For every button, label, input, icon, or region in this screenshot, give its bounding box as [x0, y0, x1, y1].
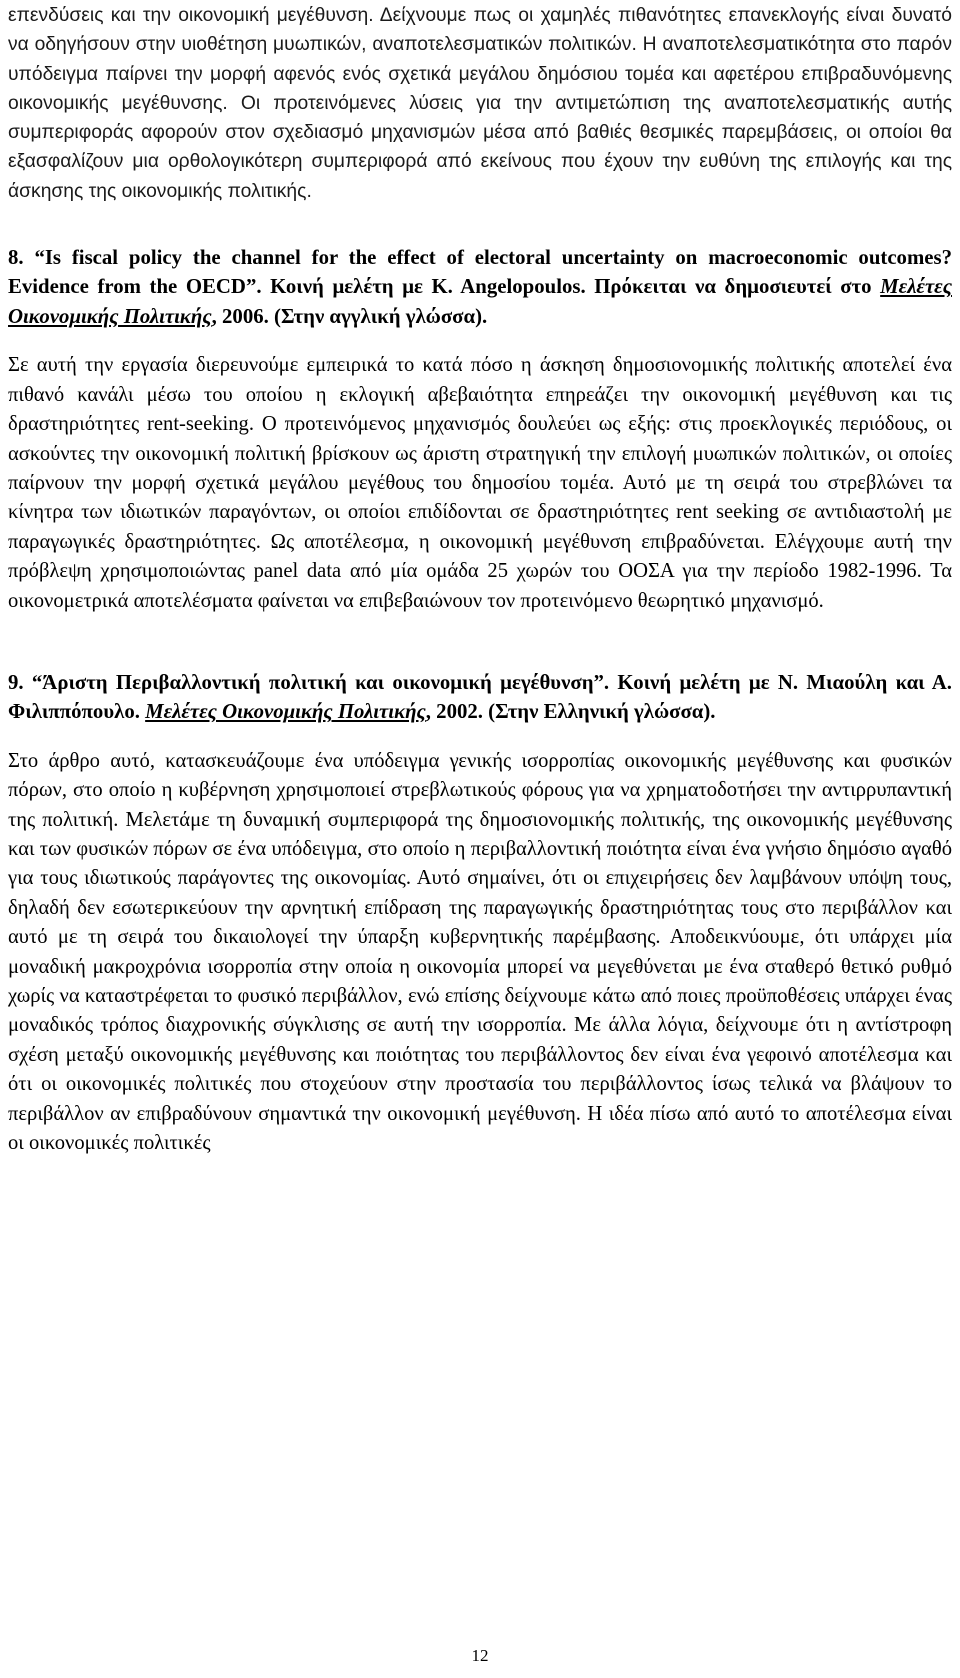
document-page	[8, 0, 952, 1158]
section-9-paragraph: Στο άρθρο αυτό, κατασκευάζουμε ένα υπόδειγμα γενικής ισορροπίας οικονομικής μεγέθυνσης και φυσικών πόρων, στο οποίο η κυβέρνηση χρησιμοποιεί στρεβλωτικούς φόρους για να χρηματοδοτήσει την αντιρρυπαντική της πολιτική. Μελετάμε τη δυναμική συμπεριφορά της δημοσιονομικής πολιτικής, της οικονομικής μεγέθυνσης και των φυσικών πόρων σε ένα υπόδειγμα, στο οποίο η περιβαλλοντική ποιότητα είναι ένα γνήσιο δημόσιο αγαθό για τους ιδιωτικούς παράγοντες της οικονομίας. Αυτό σημαίνει, ότι οι επιχειρήσεις δεν λαμβάνουν υπόψη τους, δηλαδή δεν εσωτερικεύουν την αρνητική επίδραση της παραγωγικής δραστηριότητας τους στο περιβάλλον και αυτό με τη σειρά του δικαιολογεί την ύπαρξη κυβερνητικής παρέμβασης. Αποδεικνύουμε, ότι υπάρχει μία μοναδική μακροχρόνια ισορροπία στην οποία η οικονομία μπορεί να μεγεθύνεται με ένα σταθερό θετικό ρυθμό χωρίς να καταστρέφεται το φυσικό περιβάλλον, ενώ επίσης δείχνουμε κάτω από ποιες προϋποθέσεις υπάρχει ένας μοναδικός τρόπος διαχρονικής σύγκλισης σε αυτή την ισορροπία. Με άλλα λόγια, δείχνουμε ότι η αντίστροφη σχέση μεταξύ οικονομικής μεγέθυνσης και ποιότητας του περιβάλλοντος δεν είναι ένα γεφοινό αποτέλεσμα και ότι οι οικονομικές πολιτικές που στοχεύουν στην προστασία του περιβάλλοντος ίσως τελικά να βλάψουν το περιβάλλον αν επιβραδύνουν σημαντικά την οικονομική μεγέθυνση. Η ιδέα πίσω από αυτό το αποτέλεσμα είναι οι οικονομικές πολιτικές	[8, 749, 952, 1155]
page-number: 12	[471, 1646, 489, 1665]
section-9-heading-suffix: , 2002. (Στην Ελληνική γλώσσα).	[425, 700, 716, 724]
section-8-heading-text: 8. “Is fiscal policy the channel for the effect of electoral uncertainty on macroeconomic outcomes? Evidence from the OECD”. Κοινή μελέτη με K. Angelopoulos. Πρόκειται να δημοσιευτεί στο	[8, 246, 952, 299]
section-8-heading	[8, 243, 952, 331]
section-9-heading	[8, 668, 952, 727]
section-8-heading-suffix: , 2006. (Στην αγγλική γλώσσα).	[211, 304, 488, 328]
section-8-paragraph: Σε αυτή την εργασία διερευνούμε εμπειρικά το κατά πόσο η άσκηση δημοσιονομικής πολιτικής αποτελεί ένα πιθανό κανάλι μέσω του οποίου η εκλογική αβεβαιότητα επηρεάζει την οικονομική μεγέθυνση και τις δραστηριότητες rent-seeking. Ο προτεινόμενος μηχανισμός δουλεύει ως εξής: στις προεκλογικές περιόδους, οι ασκούντες την οικονομική πολιτική βρίσκουν ως άριστη στρατηγική την επιλογή μυωπικών πολιτικών, οι οποίες παίρνουν την μορφή σχετικά μεγάλου μεγέθους του δημοσίου τομέα. Αυτό με τη σειρά του στρεβλώνει τα κίνητρα των ιδιωτικών παραγόντων, οι οποίοι επιδίδονται σε δραστηριότητες rent seeking σε αντιδιαστολή με παραγωγικές δραστηριότητες. Ως αποτέλεσμα, η οικονομική μεγέθυνση επιβραδύνεται. Ελέγχουμε αυτή την πρόβλεψη χρησιμοποιώντας panel data από μία ομάδα 25 χωρών του ΟΟΣΑ για την περίοδο 1982-1996. Τα οικονομετρικά αποτελέσματα φαίνεται να επιβεβαιώνουν τον προτεινόμενο θεωρητικό μηχανισμό.	[8, 354, 952, 612]
section-9-heading-text: 9. “Άριστη Περιβαλλοντική πολιτική και οικονομική μεγέθυνση”. Κοινή μελέτη με Ν. Μιαούλη και Α. Φιλιππόπουλο.	[8, 670, 952, 724]
section-8-venue: Μελέτες Οικονομικής Πολιτικής	[8, 275, 952, 328]
section-9-venue: Μελέτες Οικονομικής Πολιτικής	[145, 700, 426, 724]
intro-paragraph: επενδύσεις και την οικονομική μεγέθυνση. Δείχνουμε πως οι χαμηλές πιθανότητες επανεκλογής είναι δυνατό να οδηγήσουν στην υιοθέτηση μυωπικών, αναποτελεσματικών πολιτικών. Η αναποτελεσματικότητα στο παρόν υπόδειγμα παίρνει την μορφή αφενός ενός σχετικά μεγάλου δημόσιου τομέα και αφετέρου επιβραδυνόμενης οικονομικής μεγέθυνσης. Οι προτεινόμενες λύσεις για την αντιμετώπιση της αναποτελεσματικής αυτής συμπεριφοράς αφορούν στον σχεδιασμό μηχανισμών μέσα από βαθιές θεσμικές παρεμβάσεις, οι οποίοι θα εξασφαλίζουν μια ορθολογικότερη συμπεριφορά από εκείνους που έχουν την ευθύνη της επιλογής και της άσκησης της οικονομικής πολιτικής.	[8, 5, 952, 202]
